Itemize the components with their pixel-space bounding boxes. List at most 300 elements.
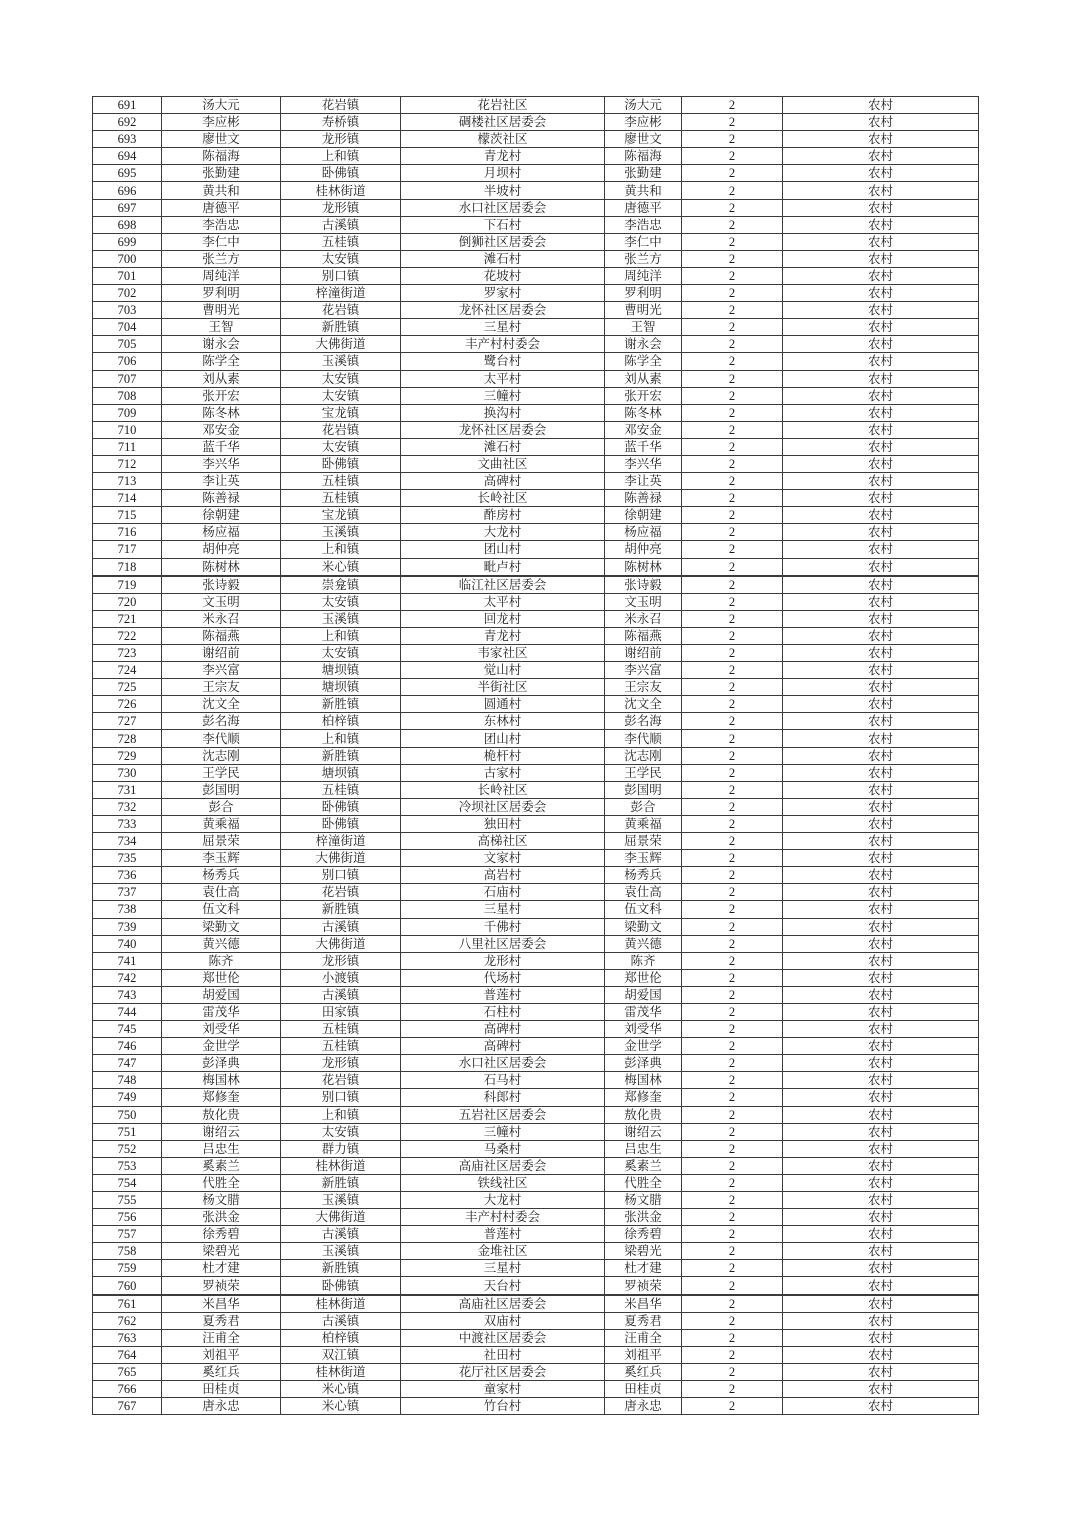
cell-village: 丰产村村委会 [401,1209,605,1226]
cell-value: 2 [682,1398,783,1415]
cell-category: 农村 [783,1312,979,1329]
cell-value: 2 [682,798,783,815]
cell-number: 694 [93,148,162,165]
cell-village: 普莲村 [401,1226,605,1243]
cell-village: 檬茨社区 [401,131,605,148]
cell-value: 2 [682,764,783,781]
cell-value: 2 [682,679,783,696]
cell-town: 柏梓镇 [281,1329,401,1346]
cell-category: 农村 [783,267,979,284]
cell-village: 社田村 [401,1346,605,1363]
cell-name-repeat: 张开宏 [605,387,682,404]
table-row [93,1260,979,1277]
cell-name: 罗祯荣 [162,1277,281,1295]
cell-number: 737 [93,884,162,901]
cell-number: 739 [93,918,162,935]
cell-value: 2 [682,1038,783,1055]
table-row [93,730,979,747]
cell-category: 农村 [783,1346,979,1363]
cell-name-repeat: 彭国明 [605,781,682,798]
cell-village: 铁线社区 [401,1174,605,1191]
cell-village: 下石村 [401,216,605,233]
cell-village: 青龙村 [401,627,605,644]
cell-village: 东林村 [401,713,605,730]
cell-category: 农村 [783,935,979,952]
cell-name-repeat: 李兴富 [605,662,682,679]
cell-town: 柏梓镇 [281,713,401,730]
table-row [93,1277,979,1295]
cell-town: 卧佛镇 [281,798,401,815]
table-row [93,1003,979,1020]
cell-value: 2 [682,867,783,884]
cell-name: 袁仕高 [162,884,281,901]
cell-town: 卧佛镇 [281,1277,401,1295]
cell-town: 卧佛镇 [281,455,401,472]
cell-value: 2 [682,986,783,1003]
cell-number: 719 [93,576,162,594]
cell-number: 747 [93,1055,162,1072]
cell-town: 卧佛镇 [281,815,401,832]
table-row [93,1363,979,1380]
table-row [93,815,979,832]
cell-value: 2 [682,593,783,610]
cell-value: 2 [682,576,783,594]
cell-name-repeat: 夏秀君 [605,1312,682,1329]
cell-village: 科郎村 [401,1089,605,1106]
cell-name: 唐永忠 [162,1398,281,1415]
cell-value: 2 [682,747,783,764]
cell-value: 2 [682,148,783,165]
cell-village: 韦家社区 [401,645,605,662]
cell-town: 太安镇 [281,593,401,610]
cell-name: 陈福燕 [162,627,281,644]
cell-category: 农村 [783,558,979,576]
cell-category: 农村 [783,884,979,901]
cell-category: 农村 [783,182,979,199]
cell-town: 新胜镇 [281,319,401,336]
cell-value: 2 [682,1123,783,1140]
cell-number: 751 [93,1123,162,1140]
cell-town: 塘坝镇 [281,679,401,696]
cell-category: 农村 [783,713,979,730]
cell-value: 2 [682,490,783,507]
cell-value: 2 [682,524,783,541]
cell-town: 桂林街道 [281,1157,401,1174]
cell-town: 米心镇 [281,1381,401,1398]
cell-number: 740 [93,935,162,952]
cell-name-repeat: 王宗友 [605,679,682,696]
cell-category: 农村 [783,1295,979,1313]
cell-value: 2 [682,267,783,284]
cell-name-repeat: 郑世伦 [605,969,682,986]
cell-village: 三星村 [401,319,605,336]
cell-number: 710 [93,421,162,438]
cell-town: 新胜镇 [281,1260,401,1277]
cell-name: 陈树林 [162,558,281,576]
cell-village: 天台村 [401,1277,605,1295]
cell-village: 月坝村 [401,165,605,182]
cell-number: 736 [93,867,162,884]
table-row [93,696,979,713]
table-row [93,747,979,764]
table-row [93,524,979,541]
cell-village: 回龙村 [401,610,605,627]
cell-name: 汤大元 [162,97,281,114]
cell-name: 杨秀兵 [162,867,281,884]
cell-name: 沈文全 [162,696,281,713]
cell-village: 半街社区 [401,679,605,696]
cell-village: 水口社区居委会 [401,199,605,216]
cell-number: 759 [93,1260,162,1277]
cell-value: 2 [682,165,783,182]
cell-number: 714 [93,490,162,507]
cell-village: 滩石村 [401,250,605,267]
table-row [93,370,979,387]
cell-number: 693 [93,131,162,148]
cell-village: 文家村 [401,850,605,867]
cell-name: 梅国林 [162,1072,281,1089]
cell-value: 2 [682,1329,783,1346]
cell-town: 太安镇 [281,370,401,387]
cell-name: 黄兴德 [162,935,281,952]
table-row [93,1243,979,1260]
cell-village: 石柱村 [401,1003,605,1020]
cell-town: 宝龙镇 [281,404,401,421]
cell-name: 邓安金 [162,421,281,438]
cell-name-repeat: 雷茂华 [605,1003,682,1020]
cell-value: 2 [682,1072,783,1089]
cell-name: 屈景荣 [162,833,281,850]
table-row [93,1209,979,1226]
cell-town: 上和镇 [281,730,401,747]
table-row [93,610,979,627]
cell-name-repeat: 唐德平 [605,199,682,216]
cell-number: 753 [93,1157,162,1174]
table-row [93,285,979,302]
cell-village: 青龙村 [401,148,605,165]
cell-village: 圆通村 [401,696,605,713]
cell-name-repeat: 杨应福 [605,524,682,541]
cell-village: 童家村 [401,1381,605,1398]
cell-number: 713 [93,473,162,490]
cell-town: 花岩镇 [281,421,401,438]
cell-village: 花厅社区居委会 [401,1363,605,1380]
cell-name-repeat: 胡爱国 [605,986,682,1003]
cell-name: 彭合 [162,798,281,815]
cell-village: 水口社区居委会 [401,1055,605,1072]
cell-number: 734 [93,833,162,850]
cell-category: 农村 [783,1243,979,1260]
table-row [93,969,979,986]
table-row [93,781,979,798]
cell-name: 金世学 [162,1038,281,1055]
cell-village: 冷坝社区居委会 [401,798,605,815]
cell-number: 746 [93,1038,162,1055]
cell-name-repeat: 李让英 [605,473,682,490]
cell-category: 农村 [783,1260,979,1277]
table-row [93,114,979,131]
cell-town: 寿桥镇 [281,114,401,131]
cell-name-repeat: 刘祖平 [605,1346,682,1363]
cell-name: 文玉明 [162,593,281,610]
cell-town: 玉溪镇 [281,524,401,541]
cell-number: 764 [93,1346,162,1363]
cell-name: 敖化贵 [162,1106,281,1123]
table-row [93,679,979,696]
table-row [93,319,979,336]
cell-village: 高庙社区居委会 [401,1295,605,1313]
table-row [93,131,979,148]
table-row [93,387,979,404]
cell-number: 695 [93,165,162,182]
table-row [93,558,979,576]
cell-name-repeat: 张勤建 [605,165,682,182]
cell-value: 2 [682,1089,783,1106]
cell-name: 梁勤文 [162,918,281,935]
cell-name-repeat: 敖化贵 [605,1106,682,1123]
cell-town: 五桂镇 [281,490,401,507]
cell-town: 大佛街道 [281,935,401,952]
table-row [93,1038,979,1055]
cell-category: 农村 [783,302,979,319]
cell-town: 大佛街道 [281,1209,401,1226]
table-row [93,199,979,216]
cell-name-repeat: 汤大元 [605,97,682,114]
cell-category: 农村 [783,1140,979,1157]
cell-town: 太安镇 [281,1123,401,1140]
cell-town: 别口镇 [281,267,401,284]
cell-name-repeat: 李玉辉 [605,850,682,867]
cell-village: 五岩社区居委会 [401,1106,605,1123]
cell-village: 龙怀社区居委会 [401,302,605,319]
cell-name-repeat: 李仁中 [605,233,682,250]
cell-name-repeat: 蓝千华 [605,438,682,455]
table-row [93,935,979,952]
table-row [93,455,979,472]
cell-category: 农村 [783,901,979,918]
cell-name-repeat: 张诗毅 [605,576,682,594]
cell-name-repeat: 陈福海 [605,148,682,165]
cell-category: 农村 [783,627,979,644]
cell-number: 748 [93,1072,162,1089]
cell-value: 2 [682,438,783,455]
cell-value: 2 [682,1346,783,1363]
cell-town: 田家镇 [281,1003,401,1020]
cell-number: 749 [93,1089,162,1106]
cell-number: 766 [93,1381,162,1398]
cell-name: 张兰方 [162,250,281,267]
cell-town: 玉溪镇 [281,610,401,627]
cell-number: 731 [93,781,162,798]
cell-village: 高梯社区 [401,833,605,850]
cell-name-repeat: 米昌华 [605,1295,682,1313]
cell-village: 三星村 [401,1260,605,1277]
cell-town: 古溪镇 [281,1226,401,1243]
cell-name-repeat: 彭合 [605,798,682,815]
cell-value: 2 [682,884,783,901]
cell-number: 717 [93,541,162,558]
cell-category: 农村 [783,1021,979,1038]
cell-category: 农村 [783,97,979,114]
cell-name: 胡仲亮 [162,541,281,558]
cell-town: 龙形镇 [281,199,401,216]
cell-town: 龙形镇 [281,131,401,148]
cell-name: 代胜全 [162,1174,281,1191]
cell-value: 2 [682,507,783,524]
table-row [93,233,979,250]
cell-value: 2 [682,1140,783,1157]
cell-name: 王宗友 [162,679,281,696]
cell-number: 696 [93,182,162,199]
cell-category: 农村 [783,1174,979,1191]
cell-village: 高碑村 [401,473,605,490]
cell-village: 双庙村 [401,1312,605,1329]
cell-category: 农村 [783,353,979,370]
cell-number: 760 [93,1277,162,1295]
cell-value: 2 [682,250,783,267]
table-row [93,662,979,679]
cell-name-repeat: 黄兴德 [605,935,682,952]
cell-number: 699 [93,233,162,250]
cell-name: 张开宏 [162,387,281,404]
cell-value: 2 [682,781,783,798]
cell-number: 733 [93,815,162,832]
cell-category: 农村 [783,679,979,696]
cell-name-repeat: 刘从素 [605,370,682,387]
cell-number: 767 [93,1398,162,1415]
cell-name: 汪甫全 [162,1329,281,1346]
cell-value: 2 [682,285,783,302]
table-row [93,1346,979,1363]
cell-value: 2 [682,1243,783,1260]
cell-town: 古溪镇 [281,986,401,1003]
cell-number: 709 [93,404,162,421]
cell-village: 三幢村 [401,1123,605,1140]
cell-number: 711 [93,438,162,455]
cell-town: 龙形镇 [281,1055,401,1072]
cell-name-repeat: 黄乘福 [605,815,682,832]
cell-name: 蓝千华 [162,438,281,455]
cell-village: 龙怀社区居委会 [401,421,605,438]
cell-value: 2 [682,353,783,370]
cell-town: 太安镇 [281,645,401,662]
cell-value: 2 [682,730,783,747]
cell-name: 夏秀君 [162,1312,281,1329]
cell-name-repeat: 徐秀碧 [605,1226,682,1243]
table-row [93,593,979,610]
cell-town: 塘坝镇 [281,764,401,781]
cell-town: 桂林街道 [281,1295,401,1313]
cell-number: 712 [93,455,162,472]
cell-number: 703 [93,302,162,319]
cell-town: 新胜镇 [281,901,401,918]
cell-category: 农村 [783,1123,979,1140]
cell-name-repeat: 谢永会 [605,336,682,353]
cell-name-repeat: 郑修奎 [605,1089,682,1106]
cell-village: 长岭社区 [401,490,605,507]
cell-name: 郑世伦 [162,969,281,986]
cell-town: 桂林街道 [281,1363,401,1380]
cell-name-repeat: 李浩忠 [605,216,682,233]
cell-number: 725 [93,679,162,696]
cell-town: 梓潼街道 [281,285,401,302]
cell-town: 崇龛镇 [281,576,401,594]
cell-number: 762 [93,1312,162,1329]
table-row [93,952,979,969]
cell-name-repeat: 廖世文 [605,131,682,148]
cell-category: 农村 [783,507,979,524]
cell-number: 758 [93,1243,162,1260]
cell-value: 2 [682,952,783,969]
cell-town: 米心镇 [281,558,401,576]
cell-town: 龙形镇 [281,952,401,969]
cell-name-repeat: 米永召 [605,610,682,627]
cell-name-repeat: 梁勤文 [605,918,682,935]
table-row [93,867,979,884]
cell-category: 农村 [783,1003,979,1020]
cell-name-repeat: 张洪金 [605,1209,682,1226]
table-row [93,216,979,233]
cell-name: 黄乘福 [162,815,281,832]
cell-name-repeat: 奚素兰 [605,1157,682,1174]
cell-name: 廖世文 [162,131,281,148]
cell-number: 720 [93,593,162,610]
cell-category: 农村 [783,1226,979,1243]
table-row [93,148,979,165]
cell-village: 丰产村村委会 [401,336,605,353]
cell-town: 太安镇 [281,438,401,455]
cell-name: 杨应福 [162,524,281,541]
table-row [93,267,979,284]
table-row [93,507,979,524]
cell-number: 756 [93,1209,162,1226]
cell-number: 742 [93,969,162,986]
cell-village: 竹台村 [401,1398,605,1415]
cell-number: 741 [93,952,162,969]
cell-name: 伍文科 [162,901,281,918]
cell-value: 2 [682,1381,783,1398]
cell-name-repeat: 彭名海 [605,713,682,730]
table-row [93,473,979,490]
cell-name-repeat: 代胜全 [605,1174,682,1191]
cell-name-repeat: 罗利明 [605,285,682,302]
cell-category: 农村 [783,233,979,250]
cell-number: 715 [93,507,162,524]
cell-town: 上和镇 [281,148,401,165]
cell-number: 743 [93,986,162,1003]
cell-number: 705 [93,336,162,353]
cell-category: 农村 [783,421,979,438]
cell-name-repeat: 陈善禄 [605,490,682,507]
cell-value: 2 [682,199,783,216]
cell-name: 曹明光 [162,302,281,319]
cell-village: 团山村 [401,541,605,558]
cell-value: 2 [682,662,783,679]
cell-town: 古溪镇 [281,918,401,935]
table-row [93,302,979,319]
cell-number: 692 [93,114,162,131]
cell-name-repeat: 汪甫全 [605,1329,682,1346]
cell-category: 农村 [783,131,979,148]
cell-category: 农村 [783,593,979,610]
cell-name: 沈志刚 [162,747,281,764]
cell-category: 农村 [783,1157,979,1174]
cell-village: 倒狮社区居委会 [401,233,605,250]
cell-town: 新胜镇 [281,747,401,764]
cell-category: 农村 [783,216,979,233]
table-row [93,1021,979,1038]
cell-number: 727 [93,713,162,730]
